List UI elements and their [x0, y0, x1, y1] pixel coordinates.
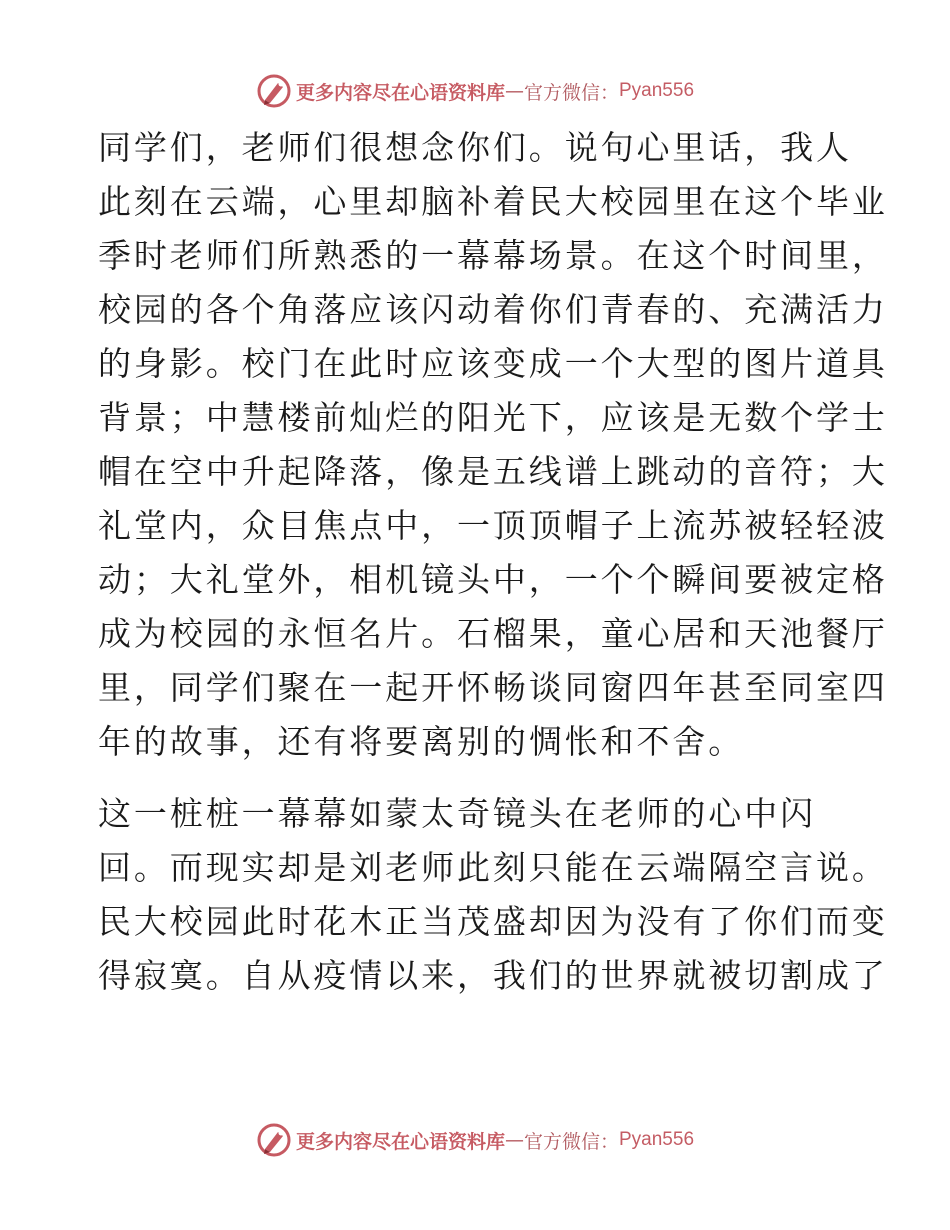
header-banner	[0, 71, 950, 111]
text-line: 动；大礼堂外，相机镜头中，一个个瞬间要被定格	[98, 560, 888, 599]
text-line: 得寂寞。自从疫情以来，我们的世界就被切割成了	[98, 956, 888, 995]
text-line: 同学们，老师们很想念你们。说句心里话，我人	[98, 128, 852, 167]
text-line: 回。而现实却是刘老师此刻只能在云端隔空言说。	[98, 848, 888, 887]
text-line: 成为校园的永恒名片。石榴果，童心居和天池餐厅	[98, 614, 888, 653]
footer-brand: 更多内容尽在心语资料库	[295, 1130, 505, 1153]
text-line: 背景；中慧楼前灿烂的阳光下，应该是无数个学士	[98, 398, 888, 437]
document-body	[98, 121, 888, 1003]
footer-banner	[0, 1120, 950, 1160]
footer-wechat-label: 官方微信：	[523, 1130, 619, 1153]
header-wechat-handle: Pyan556	[619, 80, 695, 101]
pen-logo-icon	[256, 1122, 292, 1158]
text-line: 这一桩桩一幕幕如蒙太奇镜头在老师的心中闪	[98, 794, 816, 833]
footer-wechat-handle: Pyan556	[619, 1129, 695, 1150]
text-line: 里，同学们聚在一起开怀畅谈同窗四年甚至同室四	[98, 668, 888, 707]
text-line: 此刻在云端，心里却脑补着民大校园里在这个毕业	[98, 182, 888, 221]
header-brand: 更多内容尽在心语资料库	[295, 81, 505, 104]
text-line: 礼堂内，众目焦点中，一顶顶帽子上流苏被轻轻波	[98, 506, 888, 545]
text-line: 校园的各个角落应该闪动着你们青春的、充满活力	[98, 290, 888, 329]
paragraph-1	[98, 121, 888, 769]
text-line: 民大校园此时花木正当茂盛却因为没有了你们而变	[98, 902, 888, 941]
text-line: 年的故事，还有将要离别的惆怅和不舍。	[98, 722, 745, 761]
paragraph-2	[98, 787, 888, 1003]
footer-separator: —	[504, 1129, 524, 1151]
text-line: 季时老师们所熟悉的一幕幕场景。在这个时间里，	[98, 236, 888, 275]
header-separator: —	[504, 80, 524, 102]
text-line: 帽在空中升起降落，像是五线谱上跳动的音符；大	[98, 452, 888, 491]
text-line: 的身影。校门在此时应该变成一个大型的图片道具	[98, 344, 888, 383]
header-wechat-label: 官方微信：	[523, 81, 619, 104]
pen-logo-icon	[256, 73, 292, 109]
